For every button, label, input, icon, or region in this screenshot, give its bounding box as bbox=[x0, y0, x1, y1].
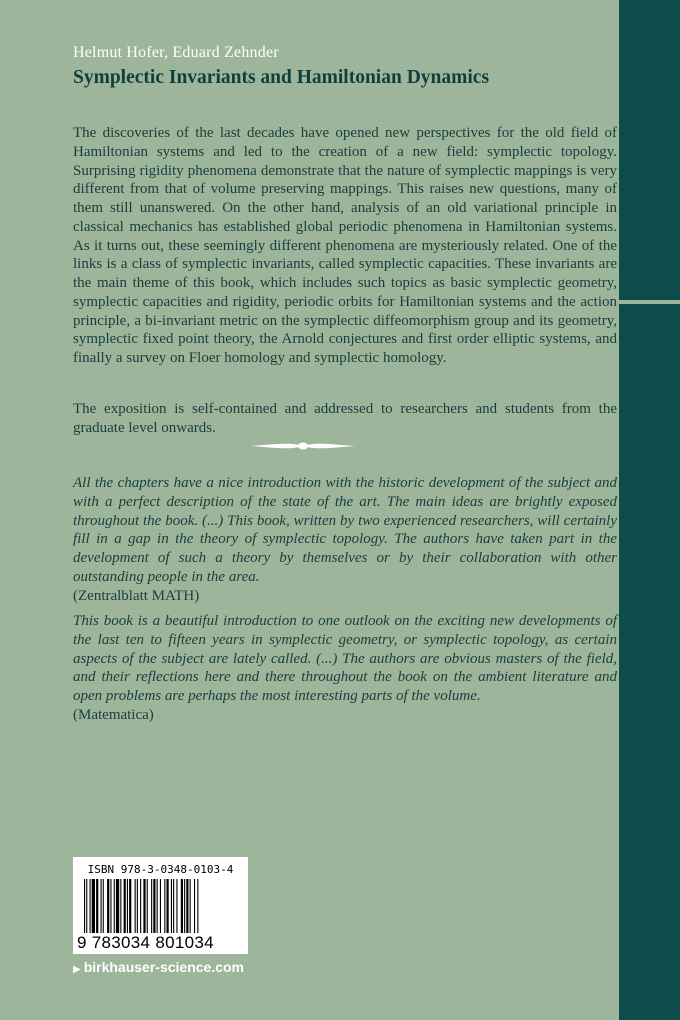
barcode-bar bbox=[171, 879, 172, 937]
isbn-barcode bbox=[73, 857, 248, 954]
barcode-bar bbox=[114, 879, 115, 937]
barcode-bar bbox=[96, 879, 98, 937]
isbn-label: ISBN 978-3-0348-0103-4 bbox=[87, 863, 234, 876]
barcode-bar bbox=[164, 879, 165, 937]
right-stripe-top bbox=[619, 0, 680, 300]
barcode-bar bbox=[101, 879, 102, 937]
barcode-bar bbox=[160, 879, 161, 937]
right-stripe-bottom bbox=[619, 304, 680, 1020]
barcode-bar bbox=[181, 879, 183, 937]
triangle-right-icon: ▶ bbox=[73, 964, 81, 975]
review-2-text: This book is a beautiful introduction to one outlook on the exciting new developments of the last ten to fifteen years in symplectic geometry, or symplectic topology, as certain aspects of the subject are lately called. (...) The authors are obvious masters of the field, and their reflections here and there throughout the book on the ambient literature and open problems are perhaps the most interesting parts of the volume. bbox=[73, 613, 617, 704]
barcode-bar bbox=[167, 879, 169, 937]
barcode-bar bbox=[92, 879, 95, 937]
review-2 bbox=[73, 612, 617, 725]
barcode-bar bbox=[140, 879, 141, 937]
barcode-bars bbox=[84, 879, 237, 937]
barcode-bar bbox=[129, 879, 131, 937]
barcode-digits: 9 783034 801034 bbox=[77, 933, 247, 953]
barcode-bar bbox=[176, 879, 177, 937]
barcode-bar bbox=[116, 879, 119, 937]
description-paragraph-2: The exposition is self-contained and addressed to researchers and students from the graduate level onwards. bbox=[73, 401, 617, 436]
authors: Helmut Hofer, Eduard Zehnder bbox=[73, 44, 279, 61]
barcode-bar bbox=[197, 879, 198, 937]
barcode-bar bbox=[84, 879, 85, 937]
description-paragraph-1: The discoveries of the last decades have opened new perspectives for the old field of Hamiltonian systems and led to the creation of a new field: symplectic topology. Surprising rigidity phenomena demonstrate that the nature of symplectic mappings is very different from that of volume preserving mappings. This raises new questions, many of them still unanswered. On the other hand, analysis of an old variational principle in classical mechanics has established global periodic phenomena in Hamiltonian systems. As it turns out, these seemingly different phenomena are mysteriously related. One of the links is a class of symplectic invariants, called symplectic capacities. These invariants are the main theme of this book, which includes such topics as basic symplectic geometry, symplectic capacities and rigidity, periodic orbits for Hamiltonian systems and the action principle, a bi-invariant metric on the symplectic diffeomorphism group and its geometry, symplectic fixed point theory, the Arnold conjectures and first order elliptic systems, and finally a survey on Floer homology and symplectic homology. bbox=[73, 125, 617, 366]
ornament-divider bbox=[251, 440, 355, 452]
barcode-bar bbox=[103, 879, 104, 937]
barcode-bar bbox=[153, 879, 155, 937]
barcode-bar bbox=[124, 879, 126, 937]
review-1-source: (Zentralblatt MATH) bbox=[73, 587, 200, 604]
review-1 bbox=[73, 474, 617, 605]
barcode-bar bbox=[190, 879, 191, 937]
barcode-bar bbox=[157, 879, 158, 937]
book-title: Symplectic Invariants and Hamiltonian Dynamics bbox=[73, 67, 490, 88]
review-1-text: All the chapters have a nice introduction with the historic development of the subject and with a perfect description of the state of the art. The main ideas are brightly exposed throughout the book. (...) This book, written by two experienced researchers, will certainly fill in a gap in the theory of symplectic topology. The authors have taken part in the development of such a theory by themselves or by their collaboration with other outstanding people in the area. bbox=[73, 475, 617, 585]
publisher-website[interactable] bbox=[73, 959, 244, 975]
barcode-bar bbox=[86, 879, 87, 937]
publisher-website-label: birkhauser-science.com bbox=[83, 959, 244, 975]
barcode-bar bbox=[151, 879, 152, 937]
barcode-bar bbox=[135, 879, 136, 937]
barcode-bar bbox=[147, 879, 148, 937]
barcode-bar bbox=[194, 879, 195, 937]
barcode-bar bbox=[184, 879, 185, 937]
barcode-bar bbox=[173, 879, 174, 937]
barcode-bar bbox=[143, 879, 145, 937]
barcode-bar bbox=[90, 879, 91, 937]
barcode-bar bbox=[127, 879, 128, 937]
barcode-bar bbox=[107, 879, 109, 937]
barcode-bar bbox=[120, 879, 121, 937]
barcode-bar bbox=[110, 879, 111, 937]
review-2-source: (Matematica) bbox=[73, 706, 154, 723]
barcode-bar bbox=[137, 879, 138, 937]
barcode-bar bbox=[186, 879, 188, 937]
